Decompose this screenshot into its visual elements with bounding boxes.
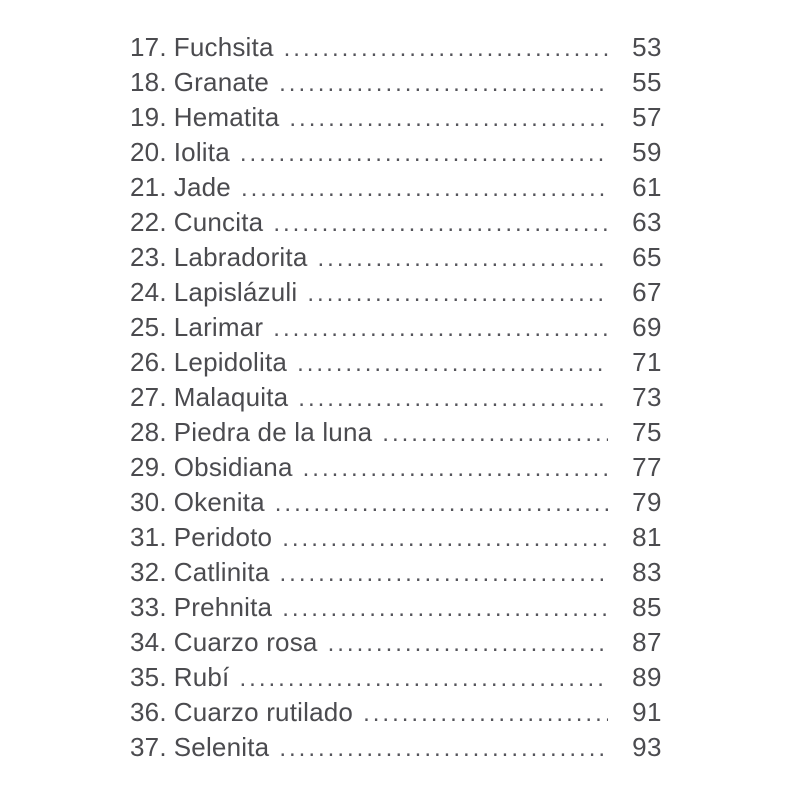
entry-page-number: 67	[632, 277, 662, 307]
entry-number: 25.	[130, 312, 167, 342]
toc-entry	[130, 730, 662, 765]
entry-title: Granate	[173, 67, 270, 97]
entry-label	[130, 380, 298, 415]
entry-title: Jade	[173, 172, 231, 202]
entry-number: 29.	[130, 452, 167, 482]
toc-entry	[130, 415, 662, 450]
toc-entry	[130, 555, 662, 590]
dot-leader	[273, 310, 608, 346]
dot-leader	[318, 240, 609, 276]
entry-page-number: 89	[632, 662, 662, 692]
entry-number: 24.	[130, 277, 167, 307]
entry-label	[130, 695, 363, 730]
entry-page-number: 69	[632, 312, 662, 342]
entry-label	[130, 65, 279, 100]
entry-page-number: 81	[632, 522, 662, 552]
toc-entry	[130, 520, 662, 555]
entry-label	[130, 30, 284, 65]
entry-page-number: 55	[632, 67, 662, 97]
dot-leader	[282, 520, 608, 556]
entry-title: Catlinita	[173, 557, 270, 587]
entry-number: 19.	[130, 102, 167, 132]
dot-leader	[282, 590, 608, 626]
entry-label	[130, 660, 239, 695]
entry-page-number: 79	[632, 487, 662, 517]
toc-entry	[130, 170, 662, 205]
entry-number: 31.	[130, 522, 167, 552]
entry-number: 26.	[130, 347, 167, 377]
entry-number: 33.	[130, 592, 167, 622]
entry-label	[130, 135, 240, 170]
entry-label	[130, 590, 282, 625]
entry-title: Lepidolita	[173, 347, 288, 377]
entry-title: Rubí	[173, 662, 230, 692]
entry-page-number: 61	[632, 172, 662, 202]
toc-entry	[130, 345, 662, 380]
entry-page-number: 59	[632, 137, 662, 167]
entry-number: 32.	[130, 557, 167, 587]
dot-leader	[297, 345, 608, 381]
entry-page-number: 53	[632, 32, 662, 62]
entry-title: Piedra de la luna	[173, 417, 373, 447]
dot-leader	[239, 660, 608, 696]
entry-page-number: 65	[632, 242, 662, 272]
toc-entry	[130, 485, 662, 520]
entry-title: Cuncita	[173, 207, 264, 237]
dot-leader	[289, 100, 608, 136]
entry-title: Obsidiana	[173, 452, 293, 482]
entry-page-number: 93	[632, 732, 662, 762]
toc-entry	[130, 205, 662, 240]
dot-leader	[307, 275, 608, 311]
entry-title: Selenita	[173, 732, 270, 762]
entry-page-number: 73	[632, 382, 662, 412]
dot-leader	[382, 415, 608, 451]
dot-leader	[284, 30, 608, 66]
entry-page-number: 85	[632, 592, 662, 622]
entry-page-number: 91	[632, 697, 662, 727]
entry-page-number: 87	[632, 627, 662, 657]
toc-entry	[130, 310, 662, 345]
dot-leader	[303, 450, 608, 486]
entry-number: 18.	[130, 67, 167, 97]
toc-entry	[130, 275, 662, 310]
entry-label	[130, 205, 273, 240]
entry-title: Lapislázuli	[173, 277, 298, 307]
entry-label	[130, 555, 279, 590]
entry-label	[130, 730, 279, 765]
entry-number: 20.	[130, 137, 167, 167]
entry-number: 34.	[130, 627, 167, 657]
entry-title: Hematita	[173, 102, 280, 132]
entry-number: 17.	[130, 32, 167, 62]
entry-label	[130, 625, 328, 660]
entry-page-number: 71	[632, 347, 662, 377]
entry-label	[130, 240, 318, 275]
entry-label	[130, 520, 282, 555]
dot-leader	[279, 555, 608, 591]
entry-page-number: 77	[632, 452, 662, 482]
entry-label	[130, 170, 241, 205]
dot-leader	[279, 730, 608, 766]
entry-label	[130, 345, 297, 380]
entry-title: Malaquita	[173, 382, 289, 412]
entry-number: 35.	[130, 662, 167, 692]
entry-title: Peridoto	[173, 522, 273, 552]
dot-leader	[275, 485, 608, 521]
toc-entry	[130, 695, 662, 730]
dot-leader	[298, 380, 608, 416]
toc-entry	[130, 100, 662, 135]
entry-title: Prehnita	[173, 592, 273, 622]
entry-title: Cuarzo rutilado	[173, 697, 354, 727]
entry-page-number: 63	[632, 207, 662, 237]
entry-title: Larimar	[173, 312, 264, 342]
entry-title: Okenita	[173, 487, 265, 517]
entry-number: 30.	[130, 487, 167, 517]
entry-number: 23.	[130, 242, 167, 272]
entry-label	[130, 100, 289, 135]
dot-leader	[363, 695, 608, 731]
dot-leader	[241, 170, 608, 206]
toc-entry	[130, 660, 662, 695]
entry-title: Iolita	[173, 137, 230, 167]
entry-page-number: 57	[632, 102, 662, 132]
entry-number: 36.	[130, 697, 167, 727]
entry-number: 28.	[130, 417, 167, 447]
toc-entry	[130, 240, 662, 275]
entry-label	[130, 275, 307, 310]
entry-label	[130, 450, 303, 485]
entry-page-number: 83	[632, 557, 662, 587]
entry-label	[130, 415, 382, 450]
entry-page-number: 75	[632, 417, 662, 447]
toc-entry	[130, 625, 662, 660]
toc-entry	[130, 65, 662, 100]
dot-leader	[240, 135, 608, 171]
toc-entry	[130, 450, 662, 485]
entry-number: 27.	[130, 382, 167, 412]
toc-entry	[130, 30, 662, 65]
entry-number: 22.	[130, 207, 167, 237]
dot-leader	[279, 65, 608, 101]
entry-number: 21.	[130, 172, 167, 202]
toc-entry	[130, 135, 662, 170]
toc-list	[130, 30, 662, 765]
entry-label	[130, 310, 273, 345]
entry-number: 37.	[130, 732, 167, 762]
entry-title: Cuarzo rosa	[173, 627, 318, 657]
entry-label	[130, 485, 275, 520]
toc-entry	[130, 380, 662, 415]
dot-leader	[328, 625, 608, 661]
toc-entry	[130, 590, 662, 625]
dot-leader	[273, 205, 608, 241]
entry-title: Labradorita	[173, 242, 308, 272]
entry-title: Fuchsita	[173, 32, 274, 62]
